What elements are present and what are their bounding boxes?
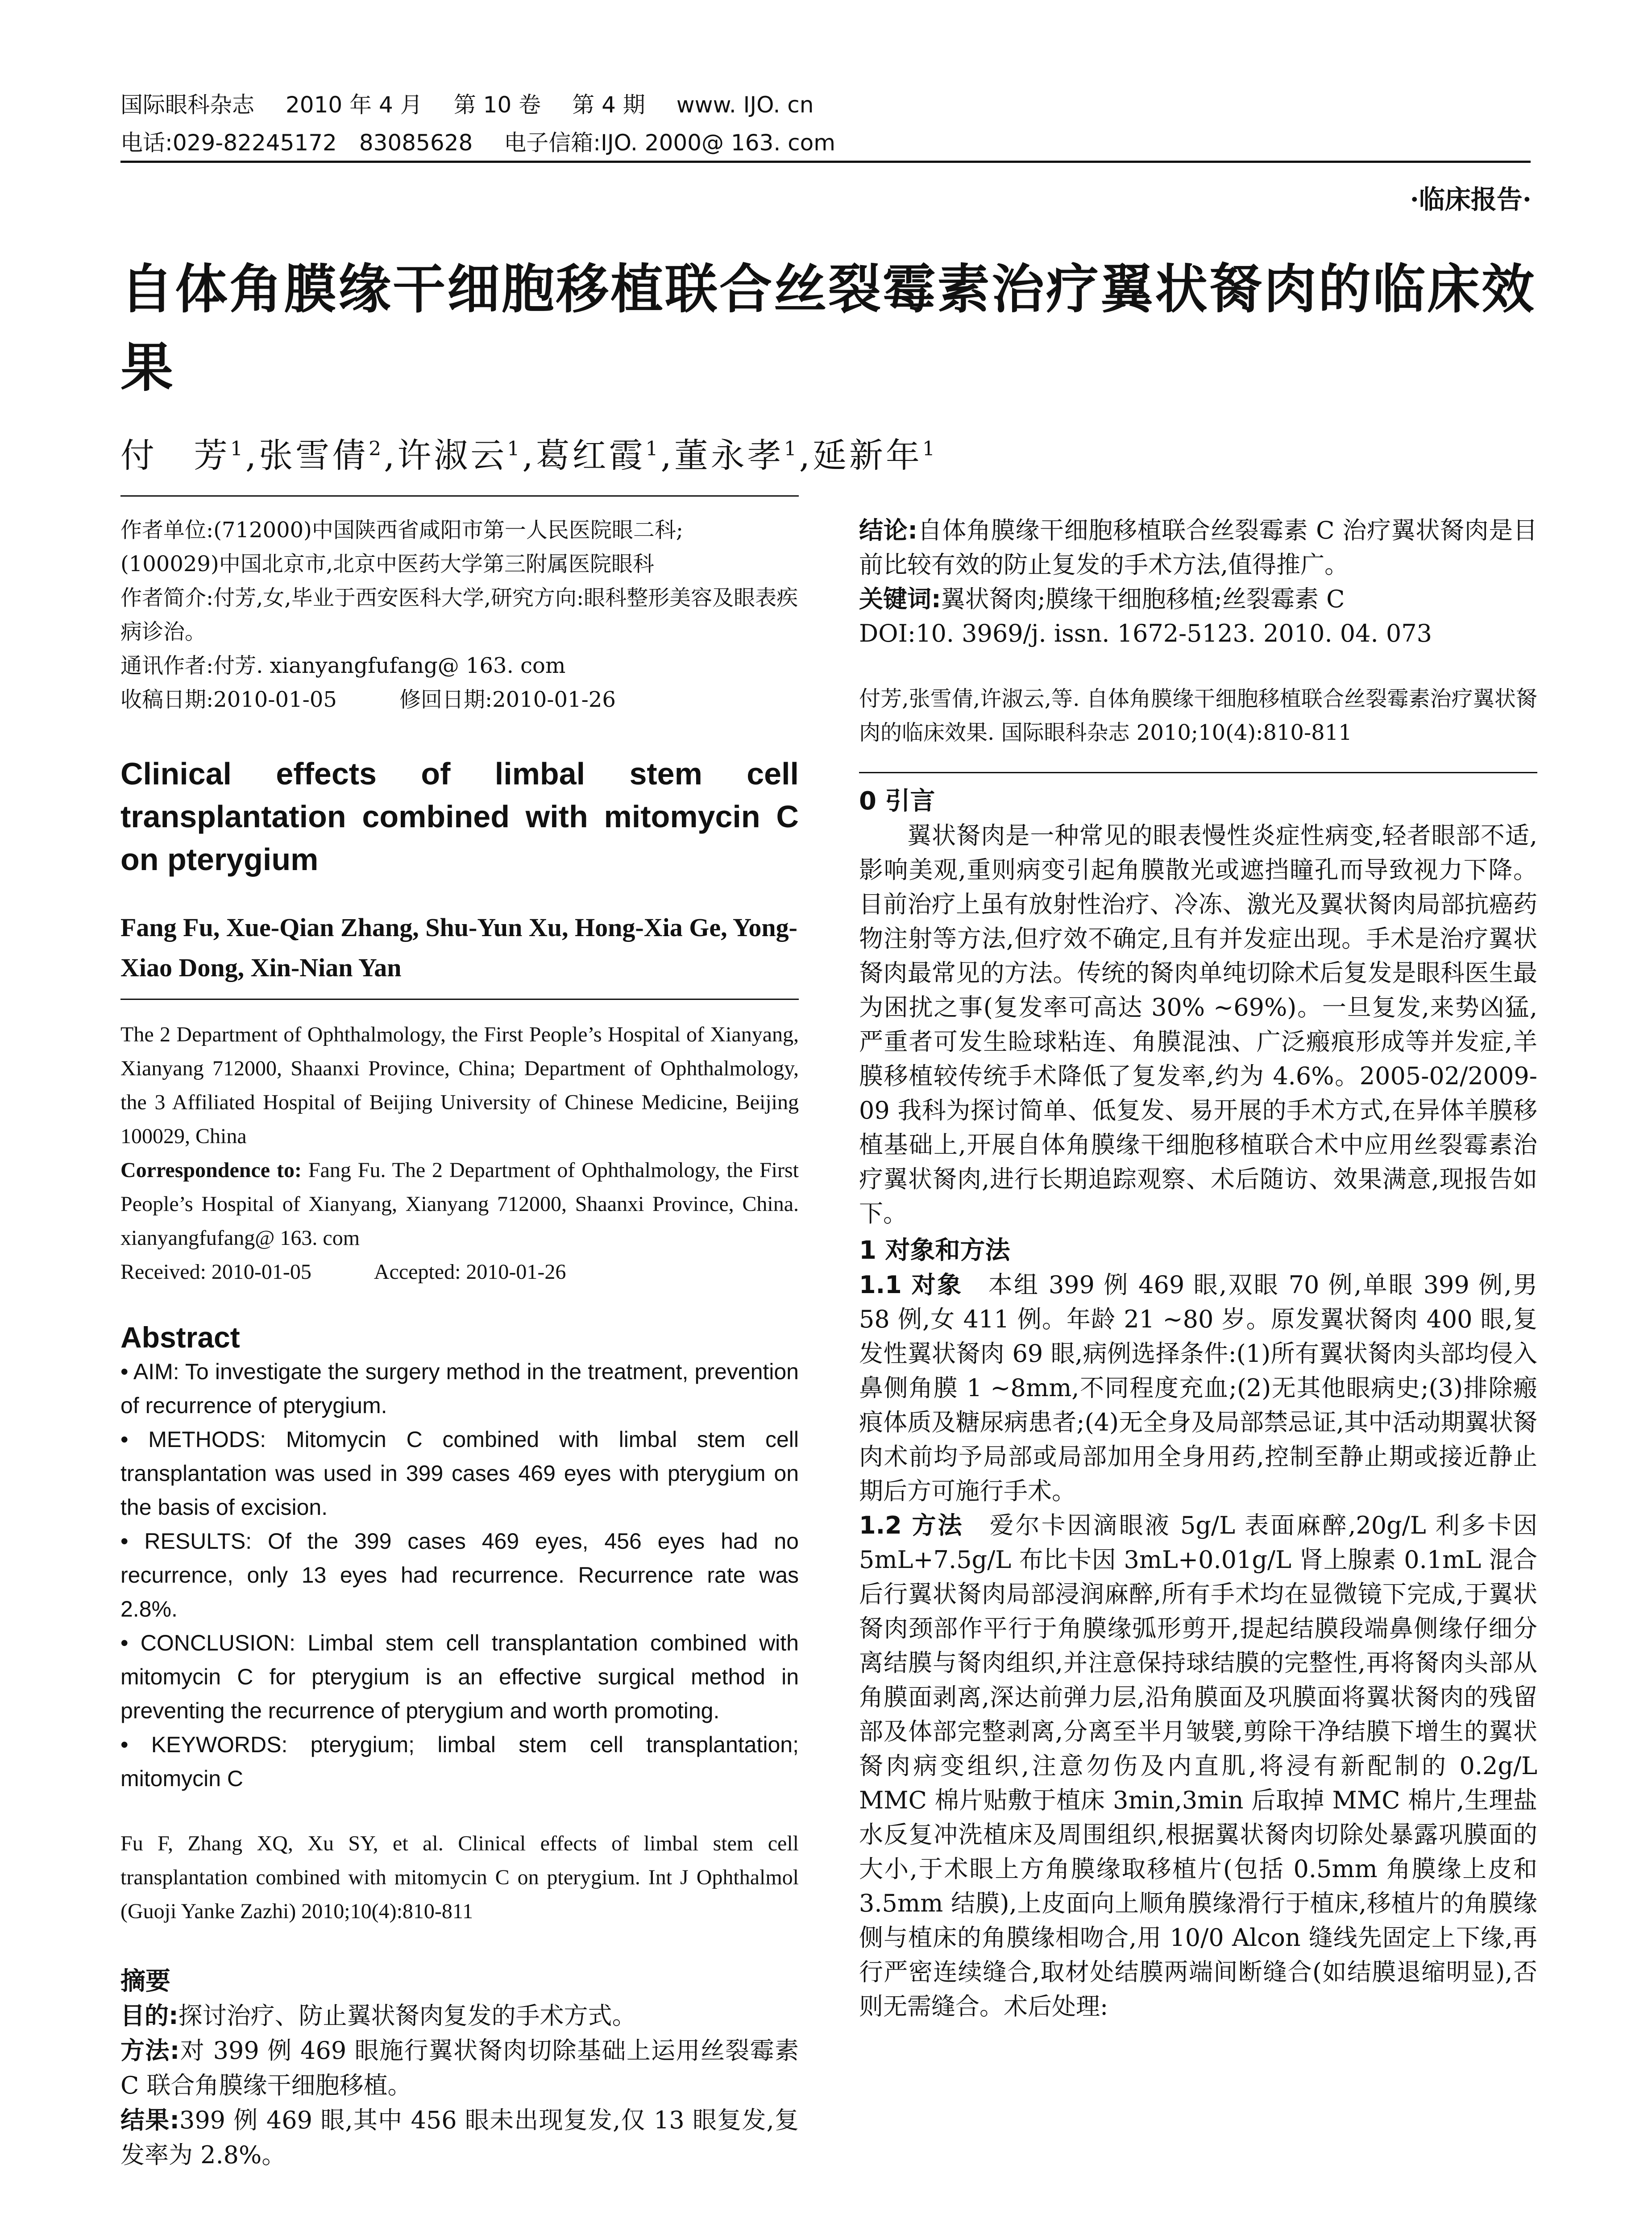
affil-1: (712000)中国陕西省咸阳市第一人民医院眼二科; bbox=[213, 518, 684, 543]
revised-date: 修回日期:2010-01-26 bbox=[399, 687, 616, 712]
abstract-keywords: • KEYWORDS: pterygium; limbal stem cell transplantation; mitomycin C bbox=[120, 1732, 799, 1791]
en-accepted: Accepted: 2010-01-26 bbox=[374, 1260, 566, 1284]
cn-conclusion: 自体角膜缘干细胞移植联合丝裂霉素 C 治疗翼状胬肉是目前比较有效的防止复发的手术方法,值得推广。 bbox=[859, 516, 1537, 579]
correspondence: Fang Fu. The 2 Department of Ophthalmology, the First People’s Hospital of Xianyang, Xianyang 712000, Shaanxi Province, China. xianyangfufang@ 163. com bbox=[120, 1158, 799, 1250]
subsection-subjects-text: 本组 399 例 469 眼,双眼 70 例,单眼 399 例,男 58 例,女 411 例。年龄 21 ~80 岁。原发翼状胬肉 400 眼,复发性翼状胬肉 69 眼,病例选择条件:(1)所有翼状胬肉头部均侵入鼻侧角膜 1 ~8mm,不同程度充血;(2)无其他眼病史;(3)排除瘢痕体质及糖尿病患者;(4)无全身及局部禁忌证,其中活动期翼状胬肉术前均予局部或局部加用全身用药,控制至静止期或接近静止期后方可施行手术。 bbox=[859, 1271, 1537, 1505]
author: 许淑云$^1$ bbox=[397, 435, 523, 475]
english-title: Clinical effects of limbal stem cell transplantation combined with mitomycin C on pterygium bbox=[120, 756, 799, 877]
received-date: 收稿日期:2010-01-05 bbox=[120, 687, 337, 712]
right-column bbox=[859, 513, 1537, 2024]
website: www. IJO. cn bbox=[676, 92, 814, 118]
contact-line bbox=[120, 127, 867, 158]
section-intro-text: 翼状胬肉是一种常见的眼表慢性炎症性病变,轻者眼部不适,影响美观,重则病变引起角膜散光或遮挡瞳孔而导致视力下降。目前治疗上虽有放射性治疗、冷冻、激光及翼状胬肉局部抗癌药物注射等方法,但疗效不确定,且有并发症出现。手术是治疗翼状胬肉最常见的方法。传统的胬肉单纯切除术后复发是眼科医生最为困扰之事(复发率可高达 30% ~69%)。一旦复发,来势凶猛,严重者可发生睑球粘连、角膜混浊、广泛瘢痕形成等并发症,羊膜移植较传统手术降低了复发率,约为 4.6%。2005-02/2009-09 我科为探讨简单、低复发、易开展的手术方式,在异体羊膜移植基础上,开展自体角膜缘干细胞移植联合术中应用丝裂霉素治疗翼状胬肉,进行长期追踪观察、术后随访、效果满意,现报告如下。 bbox=[859, 821, 1537, 1227]
cn-methods-label: 方法: bbox=[120, 2036, 180, 2065]
cn-info-block bbox=[120, 513, 799, 717]
volume: 第 10 卷 bbox=[453, 92, 541, 118]
section-intro-heading: 0 引言 bbox=[859, 787, 935, 816]
author-list: 付 芳$^1$,张雪倩$^2$,许淑云$^1$,葛红霞$^1$,董永孝$^1$,延新年$^1$ bbox=[120, 435, 938, 475]
english-authors: Fang Fu, Xue-Qian Zhang, Shu-Yun Xu, Hong-Xia Ge, Yong-Xiao Dong, Xin-Nian Yan bbox=[120, 913, 797, 982]
cn-abstract bbox=[120, 1999, 799, 2173]
cn-aim: 探讨治疗、防止翼状胬肉复发的手术方式。 bbox=[178, 2002, 636, 2030]
english-abstract bbox=[120, 1355, 799, 1796]
left-column bbox=[120, 513, 799, 2173]
affil-label: 作者单位: bbox=[120, 518, 214, 543]
corresponding-author: 通讯作者:付芳. xianyangfufang@ 163. com bbox=[120, 653, 566, 678]
author-rule bbox=[120, 495, 799, 497]
english-affiliation: The 2 Department of Ophthalmology, the First People’s Hospital of Xianyang, Xianyang 712000, Shaanxi Province, China; Department of Ophthalmology, the 3 Affiliated Hospital of Beijing University of Chinese Medicine, Beijing 100029, China bbox=[120, 1023, 799, 1148]
cn-results: 399 例 469 眼,其中 456 眼未出现复发,仅 13 眼复发,复发率为 2.8%。 bbox=[120, 2106, 799, 2169]
subsection-method-text: 爱尔卡因滴眼液 5g/L 表面麻醉,20g/L 利多卡因 5mL+7.5g/L 布比卡因 3mL+0.01g/L 肾上腺素 0.1mL 混合后行翼状胬肉局部浸润麻醉,所有手术均在显微镜下完成,于翼状胬肉颈部作平行于角膜缘弧形剪开,提起结膜段端鼻侧缘仔细分离结膜与胬肉组织,并注意保持球结膜的完整性,再将胬肉头部从角膜面剥离,深达前弹力层,沿角膜面及巩膜面将翼状胬肉的残留部及体部完整剥离,分离至半月皱襞,剪除干净结膜下增生的翼状胬肉病变组织,注意勿伤及内直肌,将浸有新配制的 0.2g/L MMC 棉片贴敷于植床 3min,3min 后取掉 MMC 棉片,生理盐水反复冲洗植床及周围组织,根据翼状胬肉切除处暴露巩膜面的大小,于术眼上方角膜缘取移植片(包括 0.5mm 角膜缘上皮和 3.5mm 结膜),上皮面向上顺角膜缘滑行于植床,移植片的角膜缘侧与植床的角膜缘相吻合,用 10/0 Alcon 缝线先固定上下缘,再行严密连续缝合,取材处结膜两端间断缝合(如结膜退缩明显),否则无需缝合。术后处理: bbox=[859, 1511, 1538, 2020]
email: 电子信箱:IJO. 2000@ 163. com bbox=[504, 130, 835, 156]
cn-results-label: 结果: bbox=[120, 2106, 179, 2134]
header-rule bbox=[120, 161, 1531, 163]
author-bio: 作者简介:付芳,女,毕业于西安医科大学,研究方向:眼科整形美容及眼表疾病诊治。 bbox=[120, 585, 798, 644]
abstract-aim: • AIM: To investigate the surgery method in the treatment, prevention of recurrence of pterygium. bbox=[120, 1359, 799, 1418]
cn-abstract-heading: 摘要 bbox=[120, 1967, 170, 1996]
author: 付 芳$^1$ bbox=[120, 435, 245, 475]
author: 张雪倩$^2$ bbox=[259, 435, 384, 475]
author: 延新年$^1$ bbox=[812, 435, 938, 475]
cn-keywords-label: 关键词: bbox=[859, 585, 941, 613]
section-methods-heading: 1 对象和方法 bbox=[859, 1236, 1010, 1265]
abstract-heading: Abstract bbox=[120, 1321, 240, 1354]
author: 董永孝$^1$ bbox=[674, 435, 799, 475]
issue-date: 2010 年 4 月 bbox=[286, 92, 423, 118]
correspondence-label: Correspondence to: bbox=[120, 1158, 302, 1182]
article-title: 自体角膜缘干细胞移植联合丝裂霉素治疗翼状胬肉的临床效果 bbox=[120, 258, 1536, 398]
doi: DOI:10. 3969/j. issn. 1672-5123. 2010. 04. 073 bbox=[859, 619, 1432, 647]
cn-aim-label: 目的: bbox=[120, 2002, 178, 2030]
journal-header-line bbox=[120, 89, 845, 120]
phone: 电话:029-82245172 83085628 bbox=[120, 130, 473, 156]
cn-citation: 付芳,张雪倩,许淑云,等. 自体角膜缘干细胞移植联合丝裂霉素治疗翼状胬肉的临床效果. 国际眼科杂志 2010;10(4):810-811 bbox=[859, 686, 1537, 745]
english-author-rule bbox=[120, 999, 799, 1000]
en-received: Received: 2010-01-05 bbox=[120, 1260, 311, 1284]
issue: 第 4 期 bbox=[572, 92, 645, 118]
author: 葛红霞$^1$ bbox=[535, 435, 661, 475]
journal-name: 国际眼科杂志 bbox=[120, 92, 254, 118]
english-citation: Fu F, Zhang XQ, Xu SY, et al. Clinical effects of limbal stem cell transplantation combined with mitomycin C on pterygium. Int J Ophthalmol (Guoji Yanke Zazhi) 2010;10(4):810-811 bbox=[120, 1832, 799, 1923]
subsection-subjects-label: 1.1 对象 bbox=[859, 1271, 963, 1299]
cn-methods: 对 399 例 469 眼施行翼状胬肉切除基础上运用丝裂霉素 C 联合角膜缘干细胞移植。 bbox=[120, 2036, 799, 2099]
cn-conclusion-label: 结论: bbox=[859, 516, 917, 544]
article-category: ·临床报告· bbox=[1410, 184, 1532, 215]
cn-keywords: 翼状胬肉;膜缘干细胞移植;丝裂霉素 C bbox=[941, 585, 1345, 613]
abstract-methods: • METHODS: Mitomycin C combined with limbal stem cell transplantation was used in 399 cases 469 eyes with pterygium on the basis of excision. bbox=[120, 1427, 799, 1520]
subsection-method-label: 1.2 方法 bbox=[859, 1511, 964, 1539]
abstract-results: • RESULTS: Of the 399 cases 469 eyes, 456 eyes had no recurrence, only 13 eyes had recurrence. Recurrence rate was 2.8%. bbox=[120, 1529, 799, 1621]
body-rule bbox=[859, 772, 1537, 773]
affil-2: (100029)中国北京市,北京中医药大学第三附属医院眼科 bbox=[120, 552, 654, 576]
abstract-conclusion: • CONCLUSION: Limbal stem cell transplantation combined with mitomycin C for pterygium is an effective surgical method in preventing the recurrence of pterygium and worth promoting. bbox=[120, 1630, 799, 1723]
